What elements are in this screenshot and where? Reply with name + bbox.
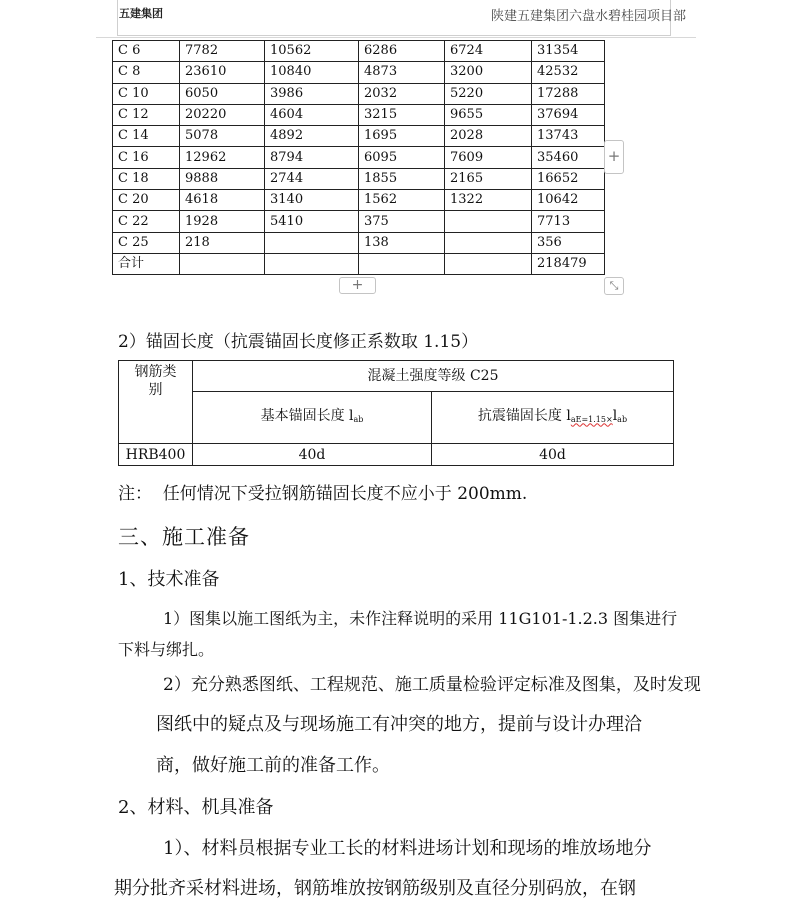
- table-cell[interactable]: 375: [359, 211, 445, 232]
- table-cell[interactable]: 2165: [445, 168, 532, 189]
- table-cell[interactable]: 1322: [445, 190, 532, 211]
- table-cell-grade[interactable]: C 22: [113, 211, 180, 232]
- table-cell[interactable]: 37694: [532, 104, 605, 125]
- table-cell[interactable]: 12962: [180, 147, 265, 168]
- section-title-anchorage: 2）锚固长度（抗震锚固长度修正系数取 1.15）: [118, 332, 479, 352]
- table-cell[interactable]: [445, 232, 532, 253]
- table-cell[interactable]: 4873: [359, 62, 445, 83]
- table-row: [113, 62, 605, 83]
- table-cell[interactable]: 3215: [359, 104, 445, 125]
- table-cell[interactable]: 3140: [265, 190, 359, 211]
- paragraph-line: 1）、材料员根据专业工长的材料进场计划和现场的堆放场地分: [163, 838, 652, 859]
- table-cell[interactable]: 16652: [532, 168, 605, 189]
- table-cell[interactable]: 1562: [359, 190, 445, 211]
- chapter-heading: 三、施工准备: [118, 525, 250, 549]
- table-cell[interactable]: 6095: [359, 147, 445, 168]
- seismic-length-subscript-2: ab: [617, 414, 628, 424]
- table-cell-grade[interactable]: C 16: [113, 147, 180, 168]
- table-row: [113, 168, 605, 189]
- table-cell[interactable]: 7609: [445, 147, 532, 168]
- table-cell[interactable]: 218479: [532, 253, 605, 274]
- table-cell[interactable]: 9655: [445, 104, 532, 125]
- table-cell[interactable]: 1695: [359, 126, 445, 147]
- header-basic-anchor-length[interactable]: [193, 392, 432, 444]
- table-resize-handle[interactable]: ⤡: [604, 277, 624, 295]
- table-cell[interactable]: 5220: [445, 83, 532, 104]
- table-row: [113, 83, 605, 104]
- table-row: [113, 104, 605, 125]
- table-cell[interactable]: 7713: [532, 211, 605, 232]
- table-cell[interactable]: 1928: [180, 211, 265, 232]
- paragraph-line: 2）充分熟悉图纸、工程规范、施工质量检验评定标准及图集，及时发现: [163, 675, 701, 695]
- row-seismic-length[interactable]: 40d: [432, 444, 674, 466]
- table-cell[interactable]: [445, 211, 532, 232]
- subheading-technical-prep: 1、技术准备: [118, 569, 220, 590]
- table-cell-grade[interactable]: C 10: [113, 83, 180, 104]
- header-rebar-type[interactable]: 钢筋类别: [119, 361, 193, 444]
- table-cell[interactable]: 42532: [532, 62, 605, 83]
- table-cell[interactable]: 3986: [265, 83, 359, 104]
- table-cell[interactable]: 10642: [532, 190, 605, 211]
- seismic-length-label: 抗震锚固长度 l: [477, 407, 571, 424]
- table-cell[interactable]: 218: [180, 232, 265, 253]
- paragraph-line-cut-off: 期分批齐采材料进场，钢筋堆放按钢筋级别及直径分别码放，在钢: [114, 878, 636, 899]
- table-cell[interactable]: 5410: [265, 211, 359, 232]
- paragraph-line: 1）图集以施工图纸为主，未作注释说明的采用 11G101-1.2.3 图集进行: [163, 609, 678, 628]
- table-row: [113, 147, 605, 168]
- table-cell[interactable]: 17288: [532, 83, 605, 104]
- header-concrete-grade[interactable]: 混凝土强度等级 C25: [193, 361, 674, 392]
- table-cell-grade[interactable]: C 8: [113, 62, 180, 83]
- table-cell[interactable]: [445, 253, 532, 274]
- header-seismic-anchor-length[interactable]: [432, 392, 674, 444]
- table-cell[interactable]: 4618: [180, 190, 265, 211]
- anchorage-length-table[interactable]: [118, 360, 674, 466]
- table-row: [113, 232, 605, 253]
- table-cell-grade[interactable]: C 18: [113, 168, 180, 189]
- table-cell[interactable]: 2744: [265, 168, 359, 189]
- table-cell[interactable]: [180, 253, 265, 274]
- table-cell[interactable]: 6724: [445, 41, 532, 62]
- table-cell[interactable]: 138: [359, 232, 445, 253]
- table-cell[interactable]: 23610: [180, 62, 265, 83]
- table-cell[interactable]: 10840: [265, 62, 359, 83]
- table-cell[interactable]: 8794: [265, 147, 359, 168]
- header-logo: 五建集团: [119, 7, 163, 20]
- seismic-length-subscript: aE=1.15×: [570, 414, 613, 424]
- add-row-button[interactable]: +: [339, 277, 376, 294]
- table-cell-grade[interactable]: 合计: [113, 253, 180, 274]
- seismic-length-l: l: [612, 407, 618, 424]
- paragraph-line: 下料与绑扎。: [118, 640, 215, 659]
- note-min-anchor-length: 注： 任何情况下受拉钢筋锚固长度不应小于 200mm.: [118, 484, 528, 504]
- row-basic-length[interactable]: 40d: [193, 444, 432, 466]
- rebar-quantity-table[interactable]: [112, 40, 605, 275]
- table-cell[interactable]: 13743: [532, 126, 605, 147]
- table-cell[interactable]: 4604: [265, 104, 359, 125]
- table-cell[interactable]: 20220: [180, 104, 265, 125]
- table-cell-grade[interactable]: C 25: [113, 232, 180, 253]
- table-cell[interactable]: 4892: [265, 126, 359, 147]
- table-cell[interactable]: 9888: [180, 168, 265, 189]
- table-cell-grade[interactable]: C 20: [113, 190, 180, 211]
- table-cell[interactable]: 31354: [532, 41, 605, 62]
- table-cell[interactable]: 356: [532, 232, 605, 253]
- table-cell[interactable]: 5078: [180, 126, 265, 147]
- header-company-name: 陕建五建集团六盘水碧桂园项目部: [491, 9, 687, 24]
- basic-length-label: 基本锚固长度 l: [260, 407, 354, 424]
- paragraph-line: 图纸中的疑点及与现场施工有冲突的地方，提前与设计办理洽: [156, 714, 642, 735]
- table-cell[interactable]: [265, 253, 359, 274]
- subheading-materials-prep: 2、材料、机具准备: [118, 797, 274, 818]
- table-total-row: [113, 253, 605, 274]
- table-cell[interactable]: 7782: [180, 41, 265, 62]
- table-cell[interactable]: 35460: [532, 147, 605, 168]
- table-cell[interactable]: 3200: [445, 62, 532, 83]
- table-cell-grade[interactable]: C 12: [113, 104, 180, 125]
- table-cell-grade[interactable]: C 14: [113, 126, 180, 147]
- table-row: [113, 211, 605, 232]
- basic-length-subscript: ab: [353, 414, 364, 424]
- table-cell[interactable]: 2032: [359, 83, 445, 104]
- table-cell[interactable]: 2028: [445, 126, 532, 147]
- table-cell[interactable]: 6286: [359, 41, 445, 62]
- table-cell[interactable]: 10562: [265, 41, 359, 62]
- table-cell[interactable]: [265, 232, 359, 253]
- table-row: [113, 126, 605, 147]
- row-rebar-type[interactable]: HRB400: [119, 444, 193, 466]
- header-rule: [96, 37, 696, 38]
- table-row: [113, 41, 605, 62]
- table-cell[interactable]: 1855: [359, 168, 445, 189]
- paragraph-line: 商，做好施工前的准备工作。: [156, 755, 390, 776]
- add-column-button[interactable]: +: [604, 140, 624, 174]
- table-row: [113, 190, 605, 211]
- table-cell-grade[interactable]: C 6: [113, 41, 180, 62]
- table-cell[interactable]: 6050: [180, 83, 265, 104]
- table-cell[interactable]: [359, 253, 445, 274]
